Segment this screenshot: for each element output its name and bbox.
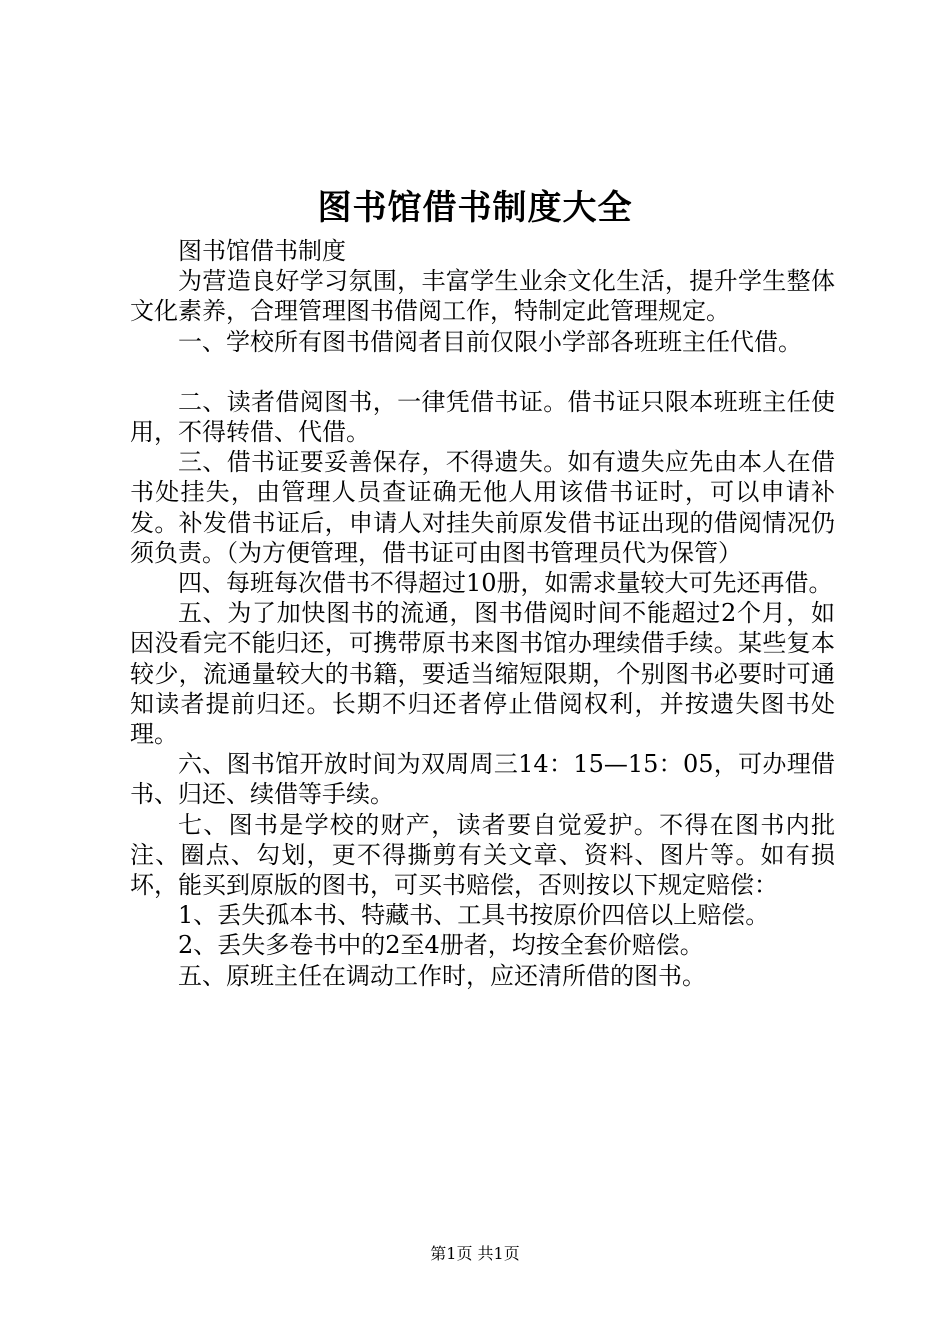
paragraph-rule-5: 五、为了加快图书的流通，图书借阅时间不能超过2个月，如因没看完不能归还，可携带原书来图书馆办理续借手续。某些复本较少，流通量较大的书籍，要适当缩短限期，个别图书必要时可通知读者提前归还。长期不归还者停止借阅权利，并按遗失图书处理。 [130,599,835,749]
paragraph-rule-2: 二、读者借阅图书，一律凭借书证。借书证只限本班班主任使用，不得转借、代借。 [130,387,835,447]
document-title: 图书馆借书制度大全 [317,188,633,228]
paragraph-rule-final: 五、原班主任在调动工作时，应还清所借的图书。 [178,961,706,990]
paragraph-rule-4: 四、每班每次借书不得超过10册，如需求量较大可先还再借。 [178,569,833,598]
paragraph-heading: 图书馆借书制度 [178,237,346,265]
page-footer: 第1页 共1页 [430,1244,520,1263]
paragraph-sub-1: 1、丢失孤本书、特藏书、工具书按原价四倍以上赔偿。 [178,901,770,930]
paragraph-rule-7: 七、图书是学校的财产，读者要自觉爱护。不得在图书内批注、圈点、勾划，更不得撕剪有关文章、资料、图片等。如有损坏，能买到原版的图书，可买书赔偿，否则按以下规定赔偿： [130,810,835,900]
document-body [130,236,835,991]
paragraph-rule-3: 三、借书证要妥善保存，不得遗失。如有遗失应先由本人在借书处挂失，由管理人员查证确无他人用该借书证时，可以申请补发。补发借书证后，申请人对挂失前原发借书证出现的借阅情况仍须负责。（为方便管理，借书证可由图书管理员代为保管） [130,448,835,567]
paragraph-intro: 为营造良好学习氛围，丰富学生业余文化生活，提升学生整体文化素养，合理管理图书借阅工作，特制定此管理规定。 [130,267,835,326]
paragraph-rule-1: 一、学校所有图书借阅者目前仅限小学部各班班主任代借。 [178,327,802,356]
paragraph-rule-6: 六、图书馆开放时间为双周周三14：15—15：05，可办理借书、归还、续借等手续。 [130,750,835,809]
paragraph-sub-2: 2、丢失多卷书中的2至4册者，均按全套价赔偿。 [178,931,704,960]
